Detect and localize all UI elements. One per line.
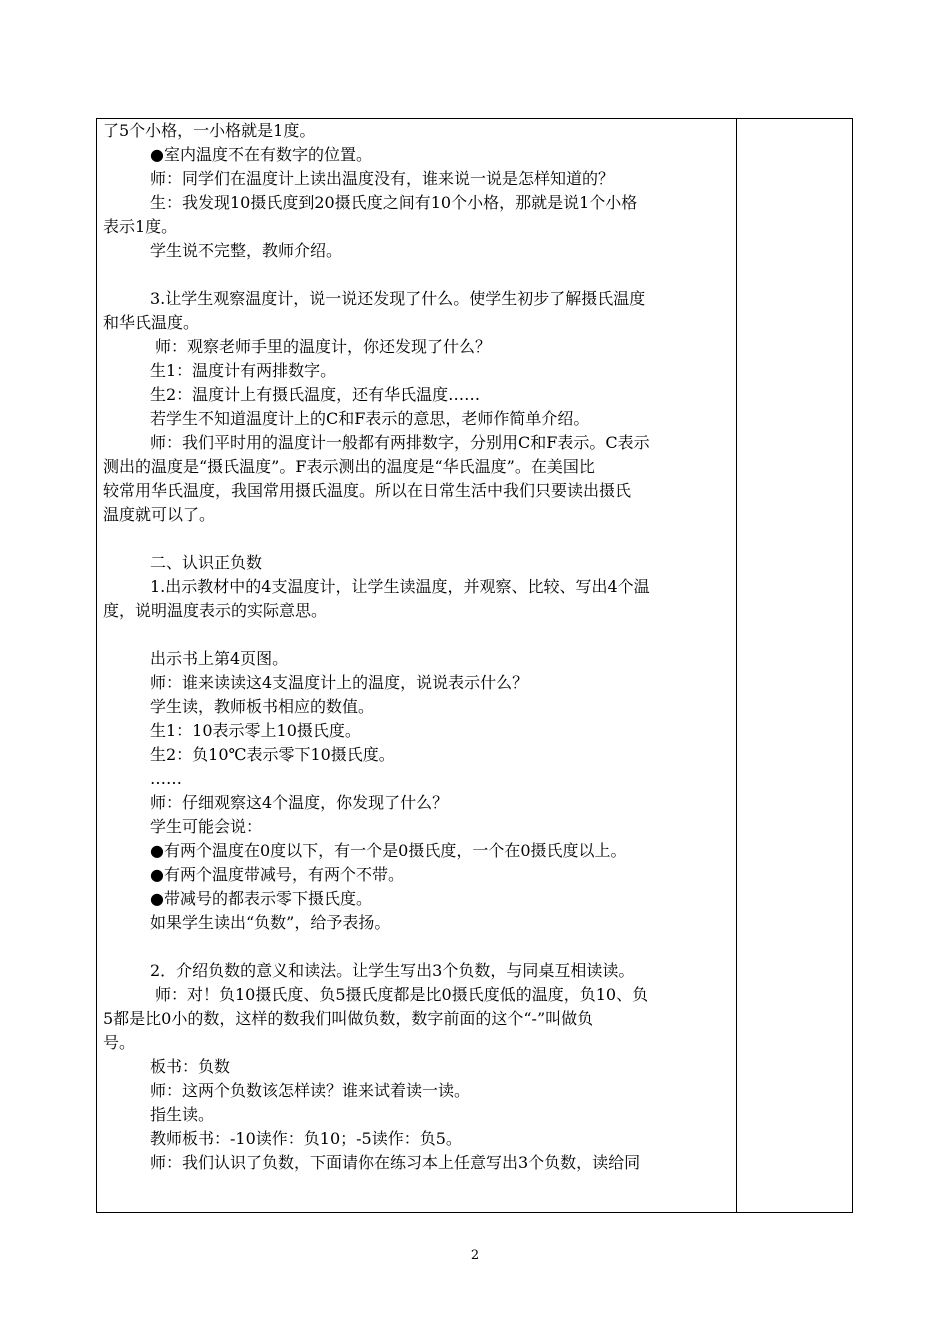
- text-line: 表示1度。: [103, 217, 178, 236]
- text-line: 师：这两个负数该怎样读？谁来试着读一读。: [150, 1081, 471, 1100]
- text-line: 度，说明温度表示的实际意思。: [103, 601, 328, 620]
- text-line: 了5个小格，一小格就是1度。: [103, 121, 316, 140]
- lesson-content-cell: [103, 119, 731, 1175]
- text-line: 师：对！负10摄氏度、负5摄氏度都是比0摄氏度低的温度，负10、负: [155, 985, 649, 1004]
- text-line: 师：观察老师手里的温度计，你还发现了什么？: [155, 337, 492, 356]
- text-line: ●有两个温度带减号，有两个不带。: [150, 865, 404, 884]
- text-line: ●有两个温度在0度以下，有一个是0摄氏度，一个在0摄氏度以上。: [150, 841, 627, 860]
- lesson-table: [96, 118, 853, 1213]
- blank-line: [103, 527, 731, 551]
- blank-line: [103, 623, 731, 647]
- text-line: 二、认识正负数: [150, 553, 263, 572]
- text-line: 号。: [103, 1033, 136, 1052]
- text-line: 师：同学们在温度计上读出温度没有，谁来说一说是怎样知道的？: [150, 169, 615, 188]
- text-line: 学生说不完整，教师介绍。: [150, 241, 343, 260]
- text-line: 教师板书：-10读作：负10；-5读作：负5。: [150, 1129, 462, 1148]
- text-line: 5都是比0小的数，这样的数我们叫做负数，数字前面的这个“-”叫做负: [103, 1009, 594, 1028]
- text-line: 较常用华氏温度，我国常用摄氏温度。所以在日常生活中我们只要读出摄氏: [103, 481, 632, 500]
- text-line: 如果学生读出“负数”，给予表扬。: [150, 913, 391, 932]
- text-line: 学生读，教师板书相应的数值。: [150, 697, 375, 716]
- text-line: 3.让学生观察温度计，说一说还发现了什么。使学生初步了解摄氏温度: [150, 289, 646, 308]
- text-line: 学生可能会说：: [150, 817, 263, 836]
- text-line: 师：谁来读读这4支温度计上的温度，说说表示什么？: [150, 673, 529, 692]
- text-line: ●室内温度不在有数字的位置。: [150, 145, 372, 164]
- text-line: 板书：负数: [150, 1057, 231, 1076]
- text-line: 1.出示教材中的4支温度计，让学生读温度，并观察、比较、写出4个温: [150, 577, 650, 596]
- text-line: 生1：10表示零上10摄氏度。: [150, 721, 361, 740]
- text-line: 温度就可以了。: [103, 505, 216, 524]
- text-line: 和华氏温度。: [103, 313, 200, 332]
- text-line: 2．介绍负数的意义和读法。让学生写出3个负数，与同桌互相读读。: [150, 961, 635, 980]
- text-line: 师：仔细观察这4个温度，你发现了什么？: [150, 793, 449, 812]
- blank-line: [103, 263, 731, 287]
- blank-line: [103, 935, 731, 959]
- text-line: 师：我们平时用的温度计一般都有两排数字，分别用C和F表示。C表示: [150, 433, 650, 452]
- text-line: 测出的温度是“摄氏温度”。F表示测出的温度是“华氏温度”。在美国比: [103, 457, 595, 476]
- column-divider: [736, 119, 737, 1212]
- text-line: 师：我们认识了负数，下面请你在练习本上任意写出3个负数，读给同: [150, 1153, 641, 1172]
- text-line: 若学生不知道温度计上的C和F表示的意思，老师作简单介绍。: [150, 409, 590, 428]
- page-number: 2: [470, 1248, 480, 1263]
- text-line: 出示书上第4页图。: [150, 649, 289, 668]
- text-line: 指生读。: [150, 1105, 215, 1124]
- text-line: 生2：负10℃表示零下10摄氏度。: [150, 745, 395, 764]
- text-line: ●带减号的都表示零下摄氏度。: [150, 889, 372, 908]
- text-line: ……: [150, 769, 182, 788]
- text-line: 生1：温度计有两排数字。: [150, 361, 337, 380]
- text-line: 生2：温度计上有摄氏温度，还有华氏温度……: [150, 385, 481, 404]
- text-line: 生：我发现10摄氏度到20摄氏度之间有10个小格，那就是说1个小格: [150, 193, 638, 212]
